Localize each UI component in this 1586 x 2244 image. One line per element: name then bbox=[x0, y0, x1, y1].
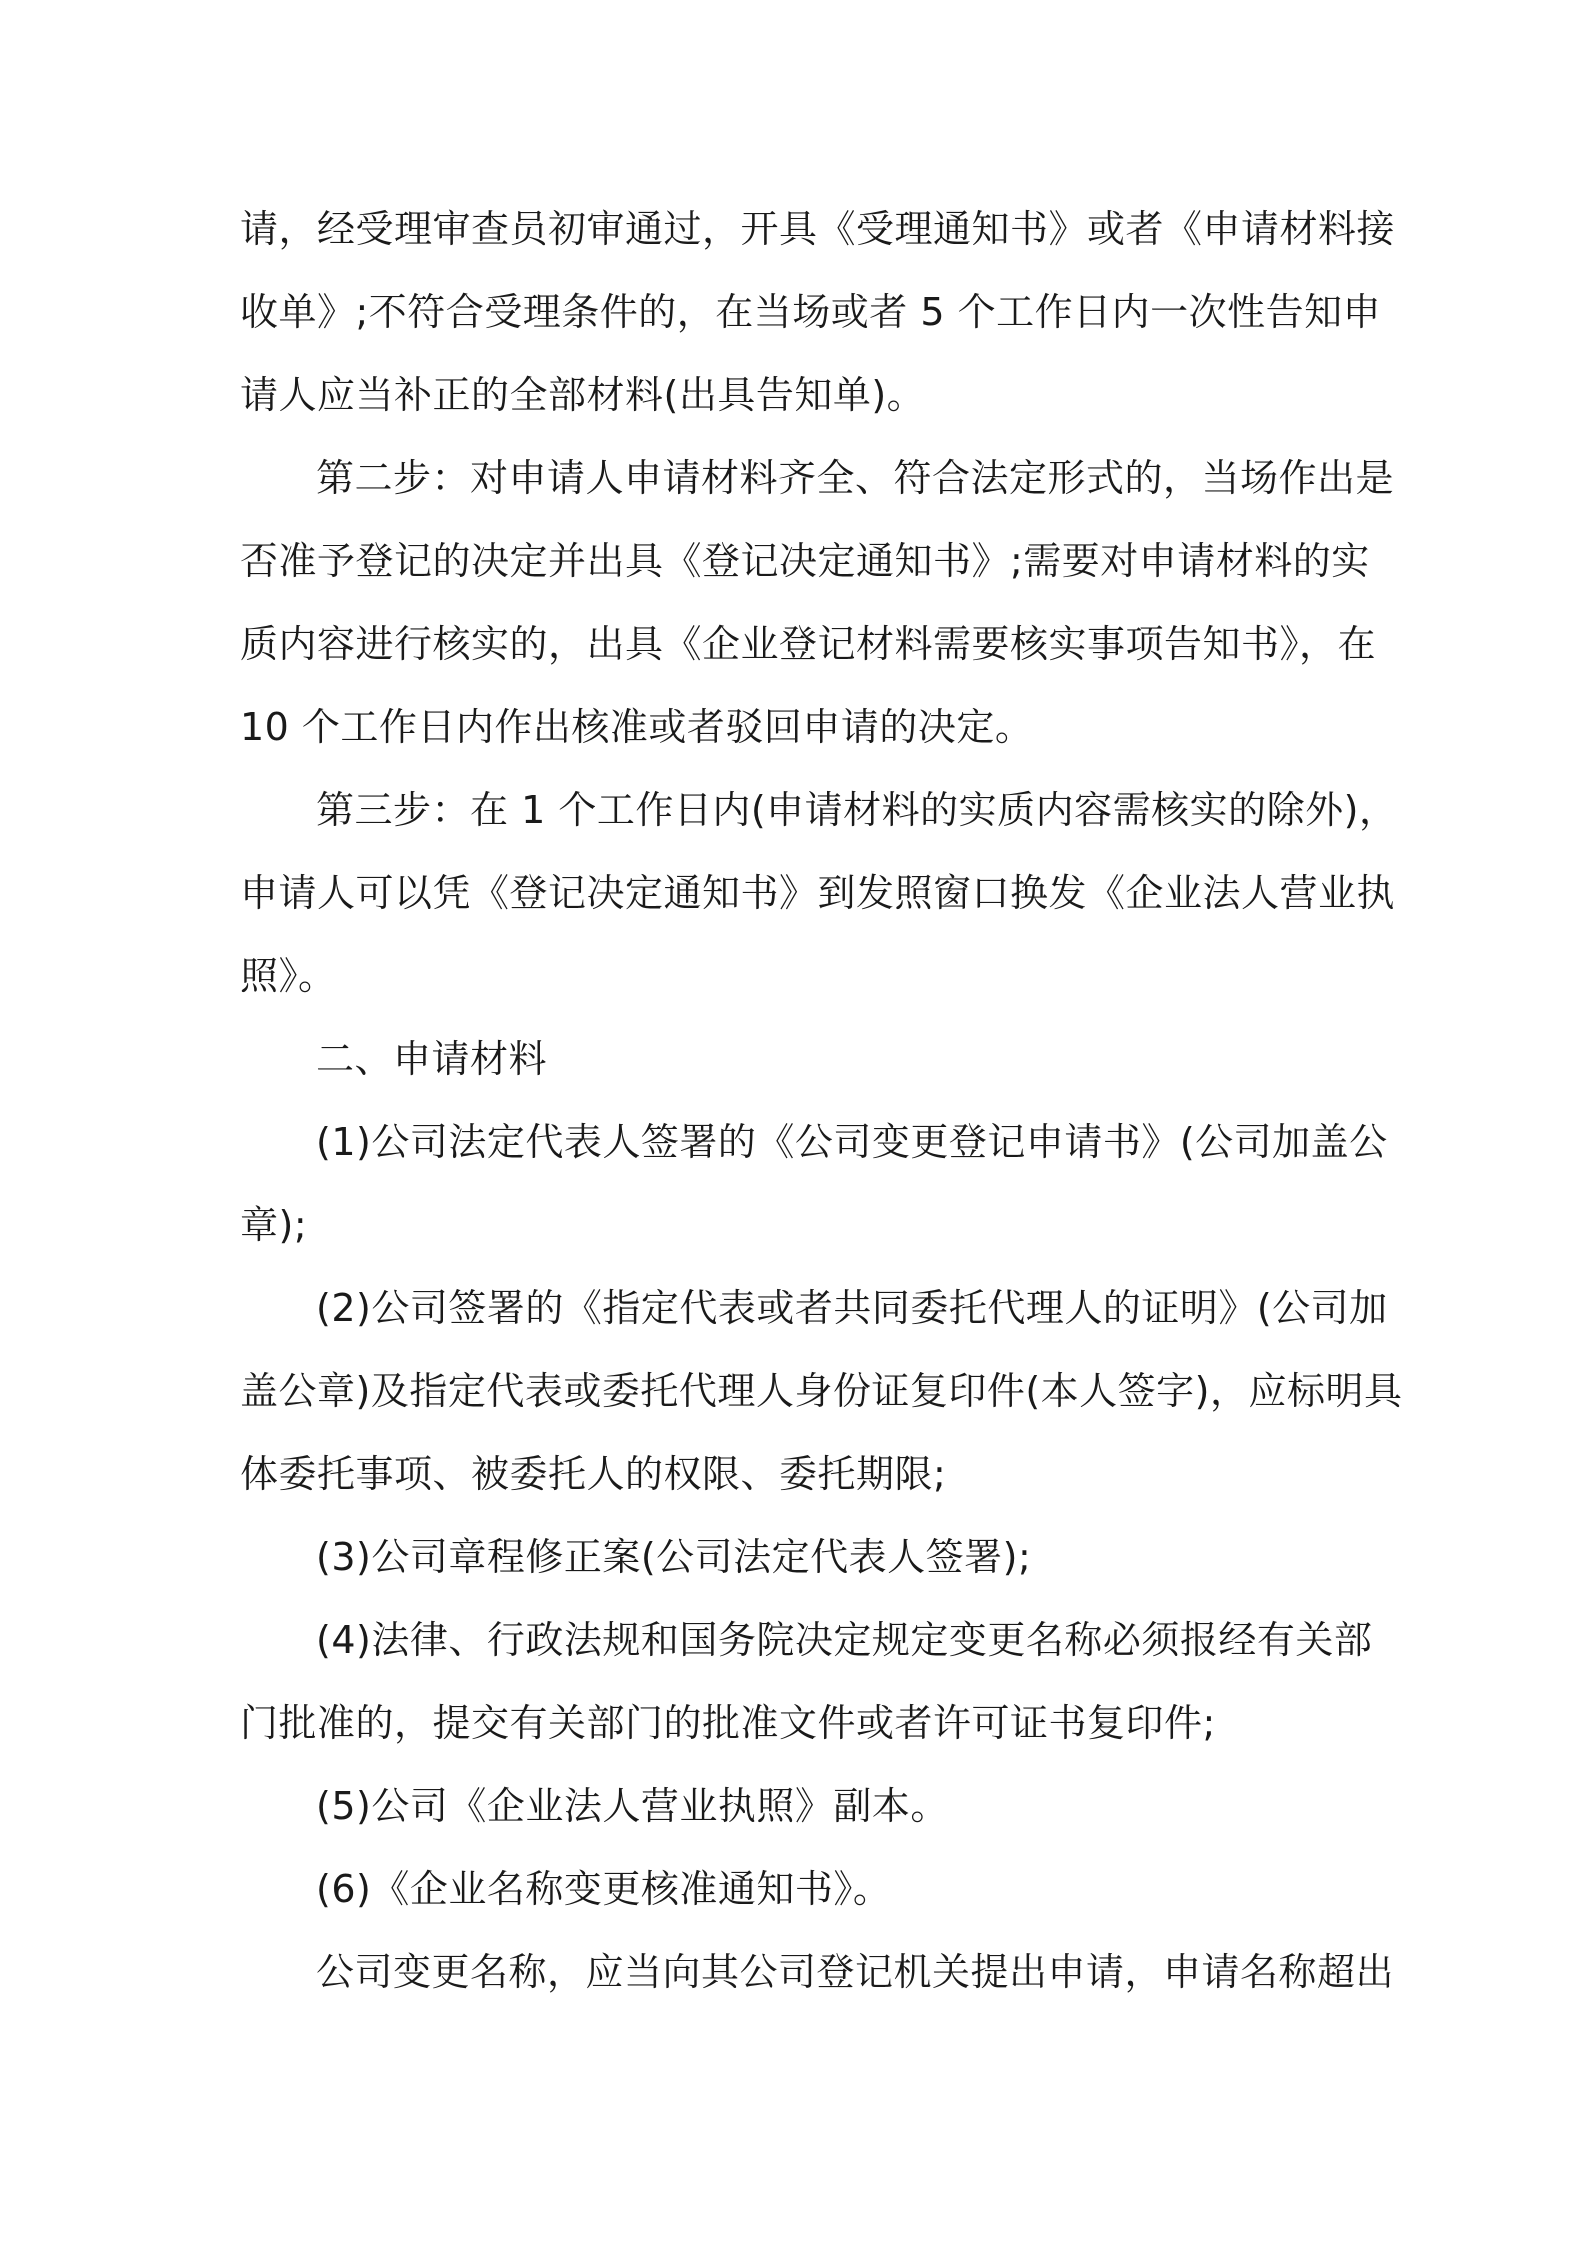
paragraph-line: (4)法律、行政法规和国务院决定规定变更名称必须报经有关部 bbox=[316, 1618, 1373, 1662]
paragraph-line: (2)公司签署的《指定代表或者共同委托代理人的证明》(公司加 bbox=[316, 1286, 1388, 1330]
paragraph-line: 申请人可以凭《登记决定通知书》到发照窗口换发《企业法人营业执 bbox=[240, 871, 1396, 915]
paragraph-line: 公司变更名称，应当向其公司登记机关提出申请，申请名称超出 bbox=[316, 1950, 1395, 1994]
paragraph-line: 质内容进行核实的，出具《企业登记材料需要核实事项告知书》，在 bbox=[240, 622, 1377, 666]
paragraph-line: 10 个工作日内作出核准或者驳回申请的决定。 bbox=[240, 705, 1034, 749]
paragraph-line: (6)《企业名称变更核准通知书》。 bbox=[316, 1867, 892, 1911]
paragraph-line: 否准予登记的决定并出具《登记决定通知书》;需要对申请材料的实 bbox=[240, 539, 1370, 583]
paragraph-line: 收单》;不符合受理条件的，在当场或者 5 个工作日内一次性告知申 bbox=[240, 290, 1382, 334]
paragraph-line: (5)公司《企业法人营业执照》副本。 bbox=[316, 1784, 949, 1828]
paragraph-line: 门批准的，提交有关部门的批准文件或者许可证书复印件; bbox=[240, 1701, 1216, 1745]
paragraph-line: 章); bbox=[240, 1203, 308, 1247]
paragraph-line: 第二步：对申请人申请材料齐全、符合法定形式的，当场作出是 bbox=[316, 456, 1395, 500]
section-heading: 二、申请材料 bbox=[316, 1037, 548, 1081]
paragraph-line: 请人应当补正的全部材料(出具告知单)。 bbox=[240, 373, 926, 417]
paragraph-line: 第三步：在 1 个工作日内(申请材料的实质内容需核实的除外)， bbox=[316, 788, 1398, 832]
paragraph-line: 请，经受理审查员初审通过，开具《受理通知书》或者《申请材料接 bbox=[240, 207, 1396, 251]
paragraph-line: (3)公司章程修正案(公司法定代表人签署); bbox=[316, 1535, 1032, 1579]
paragraph-line: (1)公司法定代表人签署的《公司变更登记申请书》(公司加盖公 bbox=[316, 1120, 1388, 1164]
paragraph-line: 照》。 bbox=[240, 954, 337, 998]
paragraph-line: 盖公章)及指定代表或委托代理人身份证复印件(本人签字)，应标明具 bbox=[240, 1369, 1403, 1413]
paragraph-line: 体委托事项、被委托人的权限、委托期限; bbox=[240, 1452, 947, 1496]
